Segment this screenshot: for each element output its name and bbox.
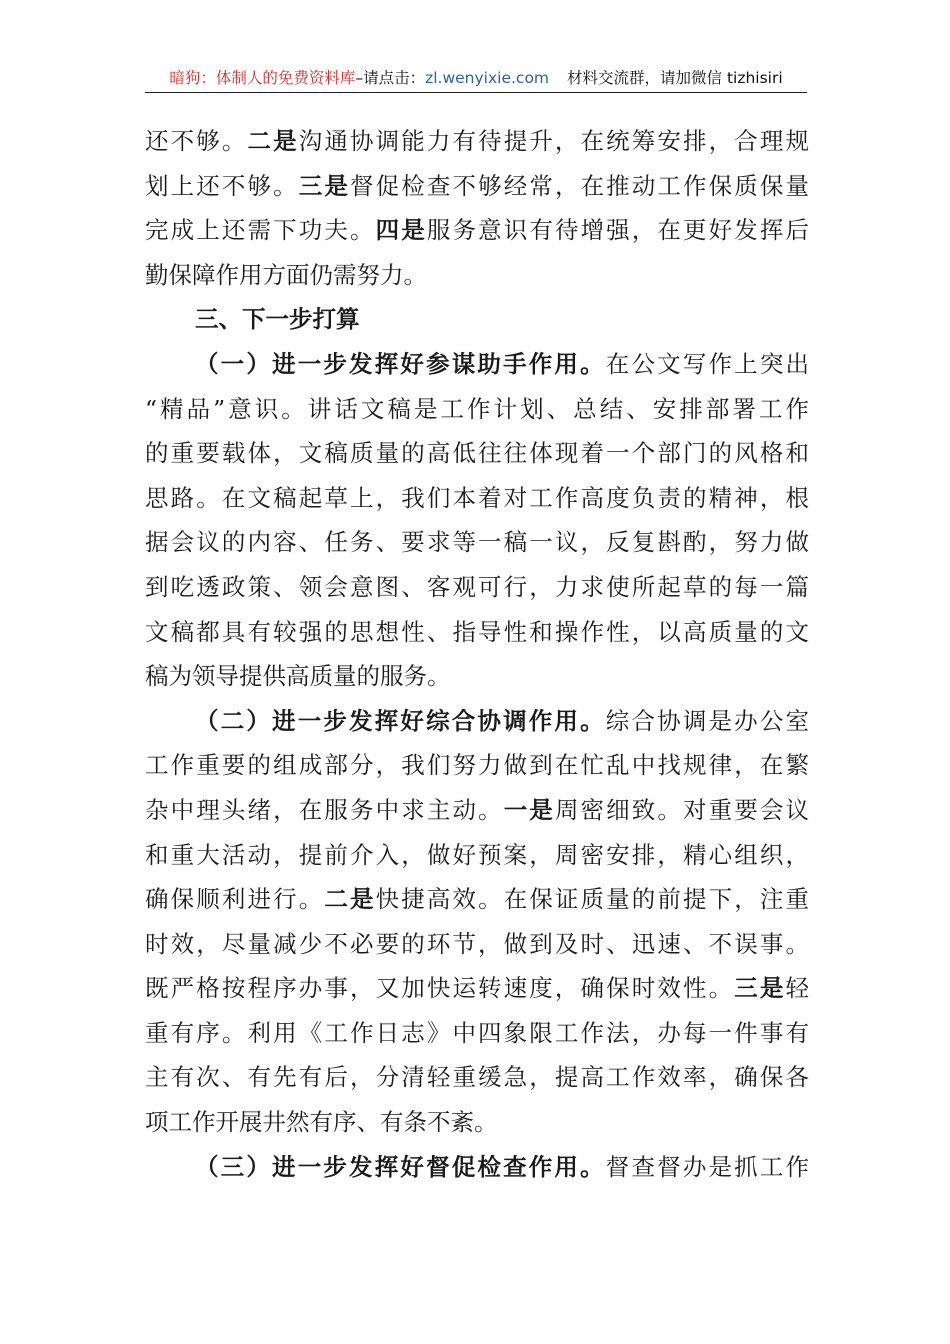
paragraph-line: 的重要载体，文稿质量的高低往往体现着一个部门的风格和 xyxy=(145,439,809,468)
subsection-title: （三）进一步发挥好督促检查作用。 xyxy=(195,1152,606,1181)
subsection-title: （二）进一步发挥好综合协调作用。 xyxy=(195,706,606,735)
paragraph-line: “精品”意识。讲话文稿是工作计划、总结、安排部署工作 xyxy=(145,394,809,423)
paragraph-line: （二）进一步发挥好综合协调作用。综合协调是办公室 xyxy=(195,706,810,735)
paragraph-line: 项工作开展井然有序、有条不紊。 xyxy=(145,1108,498,1137)
paragraph-line: 杂中理头绪，在服务中求主动。一是周密细致。对重要会议 xyxy=(145,795,810,824)
header-wechat-info: 材料交流群，请加微信 tizhisiri xyxy=(567,69,783,87)
paragraph-line: 时效，尽量减少不必要的环节，做到及时、迅速、不误事。 xyxy=(145,929,809,958)
paragraph-line: 划上还不够。三是督促检查不够经常，在推动工作保质保量 xyxy=(145,171,810,200)
paragraph-line: 思路。在文稿起草上，我们本着对工作高度负责的精神，根 xyxy=(145,483,809,512)
paragraph-line: 工作重要的组成部分，我们努力做到在忙乱中找规律，在繁 xyxy=(145,751,809,780)
section-heading: 三、下一步打算 xyxy=(195,305,360,334)
document-body xyxy=(145,119,809,1189)
paragraph-line: （三）进一步发挥好督促检查作用。督查督办是抓工作 xyxy=(195,1152,810,1181)
header-website-link[interactable]: zl.wenyixie.com xyxy=(425,69,550,87)
paragraph-line: 完成上还需下功夫。四是服务意识有待增强，在更好发挥后 xyxy=(145,216,810,245)
paragraph-line: 主有次、有先有后，分清轻重缓急，提高工作效率，确保各 xyxy=(145,1063,809,1092)
paragraph-line: 到吃透政策、领会意图、客观可行，力求使所起草的每一篇 xyxy=(145,572,809,601)
header-library-name: 暗狗：体制人的免费资料库 xyxy=(169,69,356,87)
paragraph-line: 勤保障作用方面仍需努力。 xyxy=(145,260,427,289)
paragraph-line: 重有序。利用《工作日志》中四象限工作法，办每一件事有 xyxy=(145,1018,809,1047)
paragraph-line: 文稿都具有较强的思想性、指导性和操作性，以高质量的文 xyxy=(145,617,809,646)
paragraph-line: （一）进一步发挥好参谋助手作用。在公文写作上突出 xyxy=(195,349,810,378)
paragraph-line: 还不够。二是沟通协调能力有待提升，在统筹安排，合理规 xyxy=(145,127,810,155)
header-click-label: –请点击： xyxy=(355,69,426,87)
paragraph-line: 稿为领导提供高质量的服务。 xyxy=(145,662,451,691)
paragraph-line: 既严格按程序办事，又加快运转速度，确保时效性。三是轻 xyxy=(145,974,810,1003)
paragraph-line: 和重大活动，提前介入，做好预案，周密安排，精心组织， xyxy=(145,840,809,869)
subsection-title: （一）进一步发挥好参谋助手作用。 xyxy=(195,349,606,378)
page-header xyxy=(145,64,807,93)
paragraph-line: 据会议的内容、任务、要求等一稿一议，反复斟酌，努力做 xyxy=(145,528,809,557)
paragraph-line: 确保顺利进行。二是快捷高效。在保证质量的前提下，注重 xyxy=(145,885,810,914)
